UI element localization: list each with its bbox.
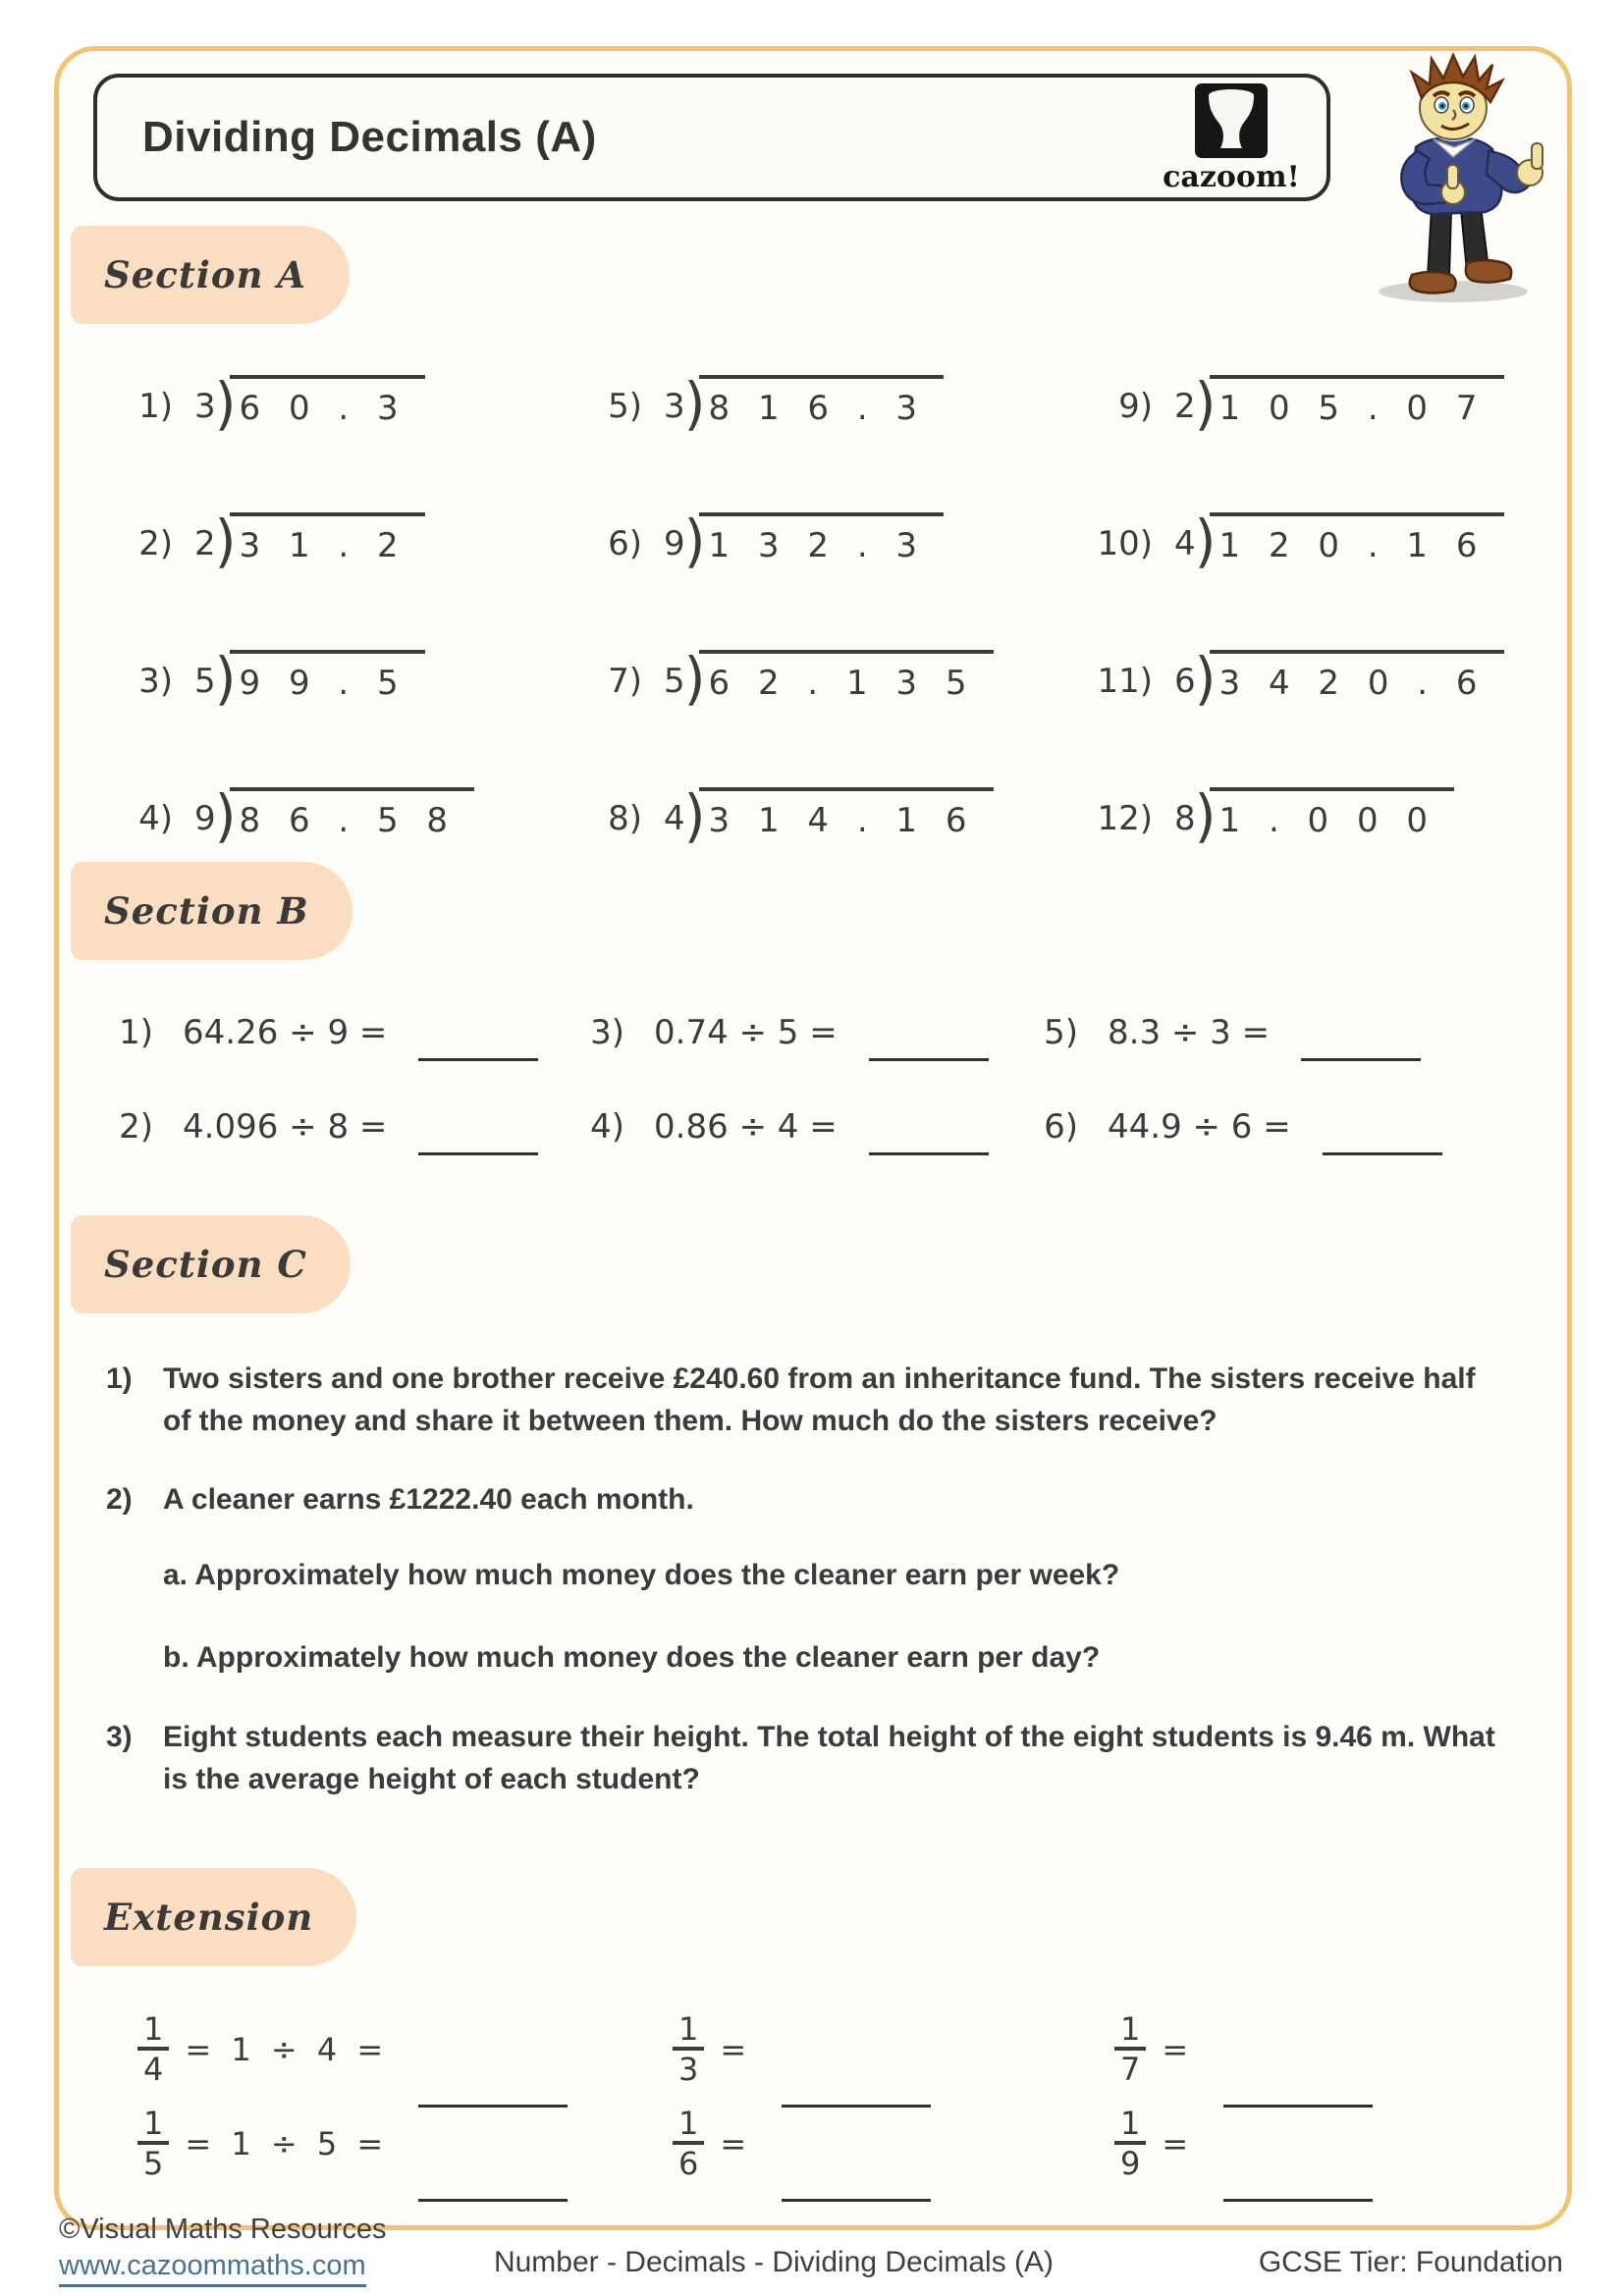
dividend: 9 9 . 5 [230, 650, 425, 703]
expression: = 1 ÷ 4 = [185, 2031, 384, 2068]
long-division [194, 645, 425, 713]
answer-blank [869, 1150, 989, 1155]
section-b-label: Section B [71, 862, 352, 960]
drum-icon [1158, 83, 1305, 193]
divisor: 8 [1174, 799, 1196, 838]
extension-label: Extension [71, 1868, 356, 1966]
division-expression-problem [569, 1013, 1023, 1107]
divisor: 5 [194, 662, 216, 701]
section-c-label: Section C [71, 1215, 351, 1313]
title-box [93, 74, 1330, 201]
long-division-problem [579, 645, 1090, 787]
expression: 0.74 ÷ 5 = [654, 1013, 838, 1052]
divisor: 2 [194, 524, 216, 563]
problem-number: 3) [590, 1013, 624, 1052]
fraction-numerator: 1 [1120, 2010, 1141, 2049]
fraction [673, 2107, 704, 2180]
cazoom-logo [1158, 83, 1305, 193]
division-expression-problem [569, 1107, 1023, 1201]
problem-number: 6) [1044, 1107, 1078, 1147]
fraction-denominator: 7 [1114, 2047, 1146, 2087]
fraction-numerator: 1 [1120, 2105, 1141, 2143]
long-division [664, 507, 944, 575]
divisor: 3 [664, 387, 685, 426]
word-problem [106, 1717, 1512, 1800]
long-division [194, 370, 425, 438]
expression: 4.096 ÷ 8 = [183, 1107, 388, 1147]
word-problem [106, 1479, 1512, 1680]
fraction-denominator: 5 [137, 2141, 169, 2181]
fraction [137, 2107, 169, 2180]
divisor: 9 [194, 799, 216, 838]
long-division-problem [579, 370, 1090, 512]
problem-body [163, 1717, 1498, 1800]
problem-number: 10) [1097, 524, 1153, 563]
long-division-problem [579, 507, 1090, 650]
expression: 64.26 ÷ 9 = [183, 1013, 388, 1052]
problem-number: 3) [138, 662, 173, 701]
division-bracket-icon: ) [214, 782, 237, 850]
fraction-problem [1114, 2097, 1373, 2191]
problem-number: 4) [138, 799, 173, 838]
expression: 0.86 ÷ 4 = [654, 1107, 838, 1147]
worksheet-border [54, 46, 1572, 2230]
division-bracket-icon: ) [683, 507, 706, 575]
problem-body [163, 1359, 1498, 1442]
division-bracket-icon: ) [214, 645, 237, 713]
answer-blank [1323, 1150, 1442, 1155]
long-division-problem [1090, 782, 1504, 925]
footer-website-link[interactable]: www.cazoommaths.com [59, 2250, 366, 2287]
mascot-boy-illustration [1337, 53, 1571, 306]
divisor: 6 [1174, 662, 1196, 701]
long-division-problem [1090, 645, 1504, 787]
expression: = 1 ÷ 5 = [185, 2125, 384, 2163]
long-division [194, 507, 425, 575]
division-expression-problem [1023, 1107, 1442, 1201]
section-a-label: Section A [71, 226, 350, 324]
dividend: 1 2 0 . 1 6 [1210, 512, 1504, 565]
dividend: 6 0 . 3 [230, 375, 425, 428]
long-division [194, 782, 474, 850]
fraction-denominator: 3 [673, 2047, 704, 2087]
section-a-problems [110, 370, 1504, 925]
long-division [664, 370, 944, 438]
dividend: 3 1 . 2 [230, 512, 425, 565]
answer-blank [1301, 1056, 1421, 1061]
fraction-problem [137, 2002, 673, 2097]
problem-number: 5) [608, 387, 642, 426]
problem-number: 1) [106, 1362, 133, 1395]
problem-number: 2) [106, 1483, 133, 1517]
expression: 44.9 ÷ 6 = [1108, 1107, 1291, 1147]
problem-number: 2) [138, 524, 173, 563]
long-division-problem [110, 782, 579, 925]
fraction-problem [673, 2097, 1114, 2191]
long-division-problem [1090, 370, 1504, 512]
long-division-problem [1090, 507, 1504, 650]
fraction-numerator: 1 [678, 2105, 699, 2143]
footer-tier: GCSE Tier: Foundation [1258, 2246, 1563, 2278]
division-bracket-icon: ) [1194, 645, 1217, 713]
fraction-denominator: 9 [1114, 2141, 1146, 2181]
answer-blank [418, 1150, 538, 1155]
division-bracket-icon: ) [683, 370, 706, 438]
division-bracket-icon: ) [683, 782, 706, 850]
section-c-problems [106, 1359, 1512, 1800]
problem-number: 4) [590, 1107, 624, 1147]
problem-number: 6) [608, 524, 642, 563]
word-problem [106, 1359, 1512, 1442]
fraction-numerator: 1 [678, 2010, 699, 2049]
problem-number: 8) [608, 799, 642, 838]
fraction-numerator: 1 [143, 2105, 164, 2143]
expression: = [720, 2125, 747, 2163]
problem-number: 11) [1097, 662, 1153, 701]
division-bracket-icon: ) [683, 645, 706, 713]
footer-copyright: ©Visual Maths Resources [59, 2214, 387, 2245]
dividend: 1 . 0 0 0 [1210, 787, 1455, 840]
problem-number: 7) [608, 662, 642, 701]
answer-blank [1223, 2103, 1373, 2108]
problem-text: Eight students each measure their height. The total height of the eight students is 9.46 m. What is the average height of each student? [163, 1720, 1495, 1795]
problem-number: 2) [119, 1107, 153, 1147]
long-division [1174, 370, 1504, 438]
division-bracket-icon: ) [1194, 370, 1217, 438]
answer-blank [869, 1056, 989, 1061]
fraction-problem [137, 2097, 673, 2191]
long-division [1174, 782, 1454, 850]
problem-number: 12) [1097, 799, 1153, 838]
division-bracket-icon: ) [214, 370, 237, 438]
dividend: 6 2 . 1 3 5 [699, 650, 994, 703]
footer-topic: Number - Decimals - Dividing Decimals (A) [493, 2246, 1055, 2278]
divisor: 4 [664, 799, 685, 838]
fraction-problem [673, 2002, 1114, 2097]
answer-blank [418, 2103, 568, 2108]
dividend: 1 3 2 . 3 [699, 512, 945, 565]
problem-body [163, 1479, 1119, 1680]
dividend: 1 0 5 . 0 7 [1210, 375, 1504, 428]
page-title: Dividing Decimals (A) [142, 113, 597, 161]
long-division-problem [110, 370, 579, 512]
fraction-denominator: 4 [137, 2047, 169, 2087]
dividend: 3 1 4 . 1 6 [699, 787, 994, 840]
problem-subpart: a. Approximately how much money does the cleaner earn per week? [163, 1558, 1120, 1591]
fraction [1114, 2107, 1146, 2180]
answer-blank [418, 2197, 568, 2202]
dividend: 3 4 2 0 . 6 [1210, 650, 1504, 703]
problem-number: 9) [1118, 387, 1153, 426]
fraction-problem [1114, 2002, 1373, 2097]
answer-blank [1223, 2197, 1373, 2202]
extension-problems [137, 2002, 1373, 2191]
problem-subpart: b. Approximately how much money does the cleaner earn per day? [163, 1641, 1101, 1675]
divisor: 4 [1174, 524, 1196, 563]
division-expression-problem [98, 1107, 569, 1201]
answer-blank [782, 2103, 931, 2108]
fraction [137, 2012, 169, 2086]
problem-number: 1) [119, 1013, 153, 1052]
divisor: 5 [664, 662, 685, 701]
divisor: 3 [194, 387, 216, 426]
section-b-problems [98, 1013, 1442, 1201]
problem-number: 5) [1044, 1013, 1078, 1052]
expression: = [1162, 2031, 1189, 2068]
expression: 8.3 ÷ 3 = [1108, 1013, 1271, 1052]
long-division [1174, 507, 1504, 575]
fraction-denominator: 6 [673, 2141, 704, 2181]
answer-blank [418, 1056, 538, 1061]
division-expression-problem [1023, 1013, 1442, 1107]
problem-text: Two sisters and one brother receive £240.60 from an inheritance fund. The sisters receive half of the money and share it between them. How much do the sisters receive? [163, 1362, 1476, 1437]
division-expression-problem [98, 1013, 569, 1107]
problem-number: 3) [106, 1720, 133, 1753]
long-division [664, 645, 994, 713]
division-bracket-icon: ) [1194, 507, 1217, 575]
long-division-problem [110, 507, 579, 650]
long-division [664, 782, 994, 850]
division-bracket-icon: ) [1194, 782, 1217, 850]
long-division-problem [579, 782, 1090, 925]
division-bracket-icon: ) [214, 507, 237, 575]
long-division-problem [110, 645, 579, 787]
problem-number: 1) [138, 387, 173, 426]
fraction-numerator: 1 [143, 2010, 164, 2049]
divisor: 2 [1174, 387, 1196, 426]
expression: = [720, 2031, 747, 2068]
fraction [673, 2012, 704, 2086]
long-division [1174, 645, 1504, 713]
dividend: 8 6 . 5 8 [230, 787, 475, 840]
fraction [1114, 2012, 1146, 2086]
answer-blank [782, 2197, 931, 2202]
divisor: 9 [664, 524, 685, 563]
problem-text: A cleaner earns £1222.40 each month. [163, 1483, 694, 1517]
dividend: 8 1 6 . 3 [699, 375, 945, 428]
expression: = [1162, 2125, 1189, 2163]
logo-text: cazoom! [1163, 160, 1300, 193]
